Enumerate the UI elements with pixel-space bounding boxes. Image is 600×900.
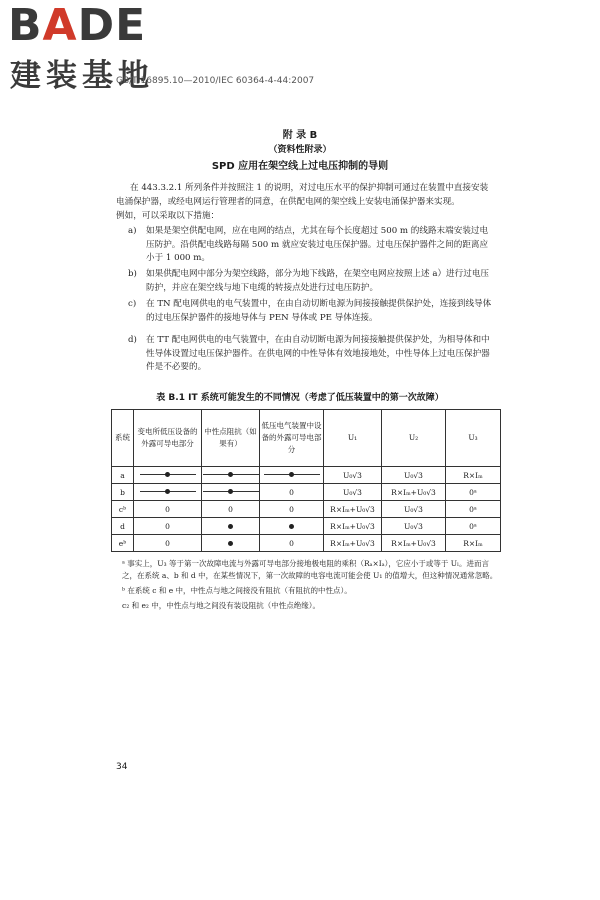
- list-item: [128, 298, 496, 325]
- dot-marker: [289, 524, 294, 529]
- list-item-text: 在 TN 配电网供电的电气装置中，在由自动切断电源为间接接触提供保护处，连接到线导体的过电压保护器件的接地导体与 PEN 导体或 PE 导体连接。: [146, 299, 492, 323]
- cell-u1: R×Iₘ+U₀√3: [324, 501, 382, 518]
- cell-system: d: [112, 518, 134, 535]
- cell-system: cᵇ: [112, 501, 134, 518]
- table-header-row: [112, 410, 501, 467]
- dot-marker: [228, 524, 233, 529]
- cell-substation: 0: [134, 501, 202, 518]
- cell-u3: R×Iₘ: [446, 535, 501, 552]
- cell-u3: R×Iₘ: [446, 467, 501, 484]
- cell-system: a: [112, 467, 134, 484]
- cell-substation: [134, 484, 202, 501]
- logo-chinese: 建装基地: [10, 58, 154, 94]
- connected-line-marker: [140, 489, 196, 495]
- header-system: 系统: [112, 410, 134, 467]
- table-row: [112, 501, 501, 518]
- cell-u1: R×Iₘ+U₀√3: [324, 535, 382, 552]
- cell-installation: 0: [260, 484, 324, 501]
- cell-neutral: [202, 484, 260, 501]
- connected-line-marker: [264, 472, 320, 478]
- list-item: [128, 268, 496, 295]
- appendix-subtitle: （资料性附录）: [268, 145, 332, 155]
- cell-u2: U₀√3: [382, 518, 446, 535]
- dot-marker: [228, 541, 233, 546]
- cell-u2: U₀√3: [382, 467, 446, 484]
- intro-paragraph: 在 443.3.2.1 所列条件并按照注 1 的说明，对过电压水平的保护抑制可通过在装置中直接安装电涌保护器，或经电网运行管理者的同意，在供配电网的架空线上安装电涌保护器来实现。: [116, 183, 489, 207]
- cell-system: eᵇ: [112, 535, 134, 552]
- list-item-label: b): [128, 269, 137, 279]
- table-row: [112, 535, 501, 552]
- header-neutral-impedance: 中性点阻抗（如果有）: [202, 410, 260, 467]
- cell-installation: 0: [260, 501, 324, 518]
- list-item-text: 在 TT 配电网供电的电气装置中，在由自动切断电源为间接接触提供保护处，为相导体和中性导体设置过电压保护器件。在供电网的中性导体有效地接地处，中性导体上过电压保护器件是不必要的。: [146, 335, 490, 373]
- header-installation: 低压电气装置中设备的外露可导电部分: [260, 410, 324, 467]
- cell-u2: R×Iₘ+U₀√3: [382, 535, 446, 552]
- list-item-label: a): [128, 226, 137, 236]
- table-notes: [122, 558, 500, 615]
- header-u1: U₁: [324, 410, 382, 467]
- header-u3: U₃: [446, 410, 501, 467]
- header-u2: U₂: [382, 410, 446, 467]
- list-item-text: 如果是架空供配电网，应在电网的结点，尤其在每个长度超过 500 m 的线路末端安装过电压防护。沿供配电线路每隔 500 m 就应安装过电压保护器。过电压保护器件之间的距离应小于 1 000 m。: [146, 226, 489, 264]
- logo-wordmark: BADE: [8, 0, 147, 51]
- list-item-label: d): [128, 335, 137, 345]
- table-row: [112, 467, 501, 484]
- list-item-text: 如果供配电网中部分为架空线路，部分为地下线路，在架空电网应按照上述 a）进行过电压防护，并应在架空线与地下电缆的转接点处进行过电压防护。: [146, 269, 490, 293]
- cell-u3: 0ᵃ: [446, 518, 501, 535]
- cell-neutral: [202, 467, 260, 484]
- table-row: [112, 484, 501, 501]
- cell-installation: 0: [260, 535, 324, 552]
- list-item-label: c): [128, 299, 137, 309]
- cell-u2: R×Iₘ+U₀√3: [382, 484, 446, 501]
- cell-u1: U₀√3: [324, 467, 382, 484]
- connected-line-marker: [203, 489, 259, 495]
- connected-line-marker: [203, 472, 259, 478]
- note-b: ᵇ 在系统 c 和 e 中，中性点与地之间接没有阻抗（有阻抗的中性点）。: [122, 586, 352, 595]
- cell-neutral: 0: [202, 501, 260, 518]
- cell-substation: [134, 467, 202, 484]
- appendix-heading: SPD 应用在架空线上过电压抑制的导则: [211, 161, 389, 172]
- cell-u3: 0ᵃ: [446, 484, 501, 501]
- table-row: [112, 518, 501, 535]
- standard-number: GB/T 16895.10—2010/IEC 60364-4-44:2007: [116, 76, 315, 86]
- cell-neutral: [202, 518, 260, 535]
- it-system-table: [111, 409, 501, 552]
- cell-substation: 0: [134, 535, 202, 552]
- cell-neutral: [202, 535, 260, 552]
- cell-u1: R×Iₘ+U₀√3: [324, 518, 382, 535]
- note-a: ᵃ 事实上，U₃ 等于第一次故障电流与外露可导电部分接地极电阻的乘积（Rₐ×Iₐ），它应小于或等于 Uₗ。进而言之，在系统 a、b 和 d 中，在某些情况下，第一次故障的电容电流可能会使 U₁ 的值增大，但这种情况通常忽略。: [122, 559, 498, 580]
- note-c: c₂ 和 e₂ 中，中性点与地之间没有装设阻抗（中性点绝缘）。: [122, 601, 321, 610]
- cell-u1: U₀√3: [324, 484, 382, 501]
- cell-u2: U₀√3: [382, 501, 446, 518]
- page-number: 34: [116, 762, 128, 772]
- cell-installation: [260, 467, 324, 484]
- connected-line-marker: [140, 472, 196, 478]
- example-line: 例如，可以采取以下措施：: [116, 211, 220, 221]
- list-item: [128, 225, 496, 266]
- cell-system: b: [112, 484, 134, 501]
- header-substation: 变电所低压设备的外露可导电部分: [134, 410, 202, 467]
- appendix-title: 附 录 B: [282, 130, 318, 141]
- cell-installation: [260, 518, 324, 535]
- list-item: [128, 334, 496, 375]
- cell-u3: 0ᵃ: [446, 501, 501, 518]
- table-caption: 表 B.1 IT 系统可能发生的不同情况（考虑了低压装置中的第一次故障）: [156, 393, 444, 403]
- cell-substation: 0: [134, 518, 202, 535]
